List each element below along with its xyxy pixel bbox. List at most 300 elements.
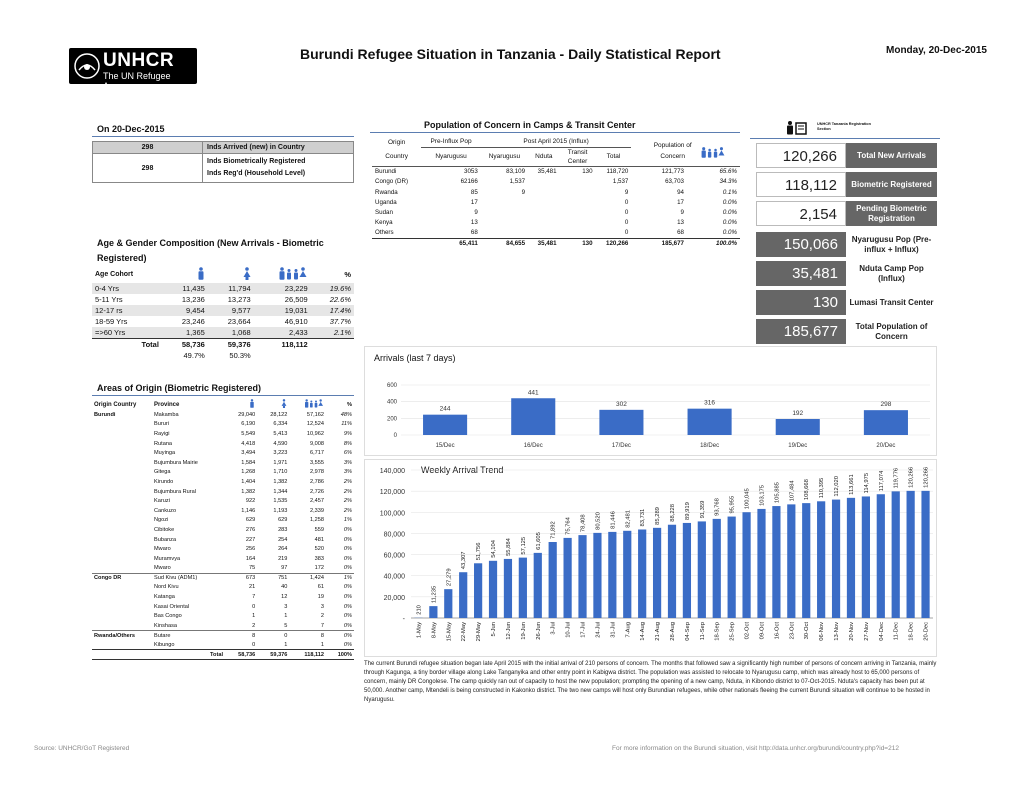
x-tick-label: 19/Dec	[788, 443, 808, 449]
nyarugusu-post-header: Nyarugusu	[488, 153, 521, 161]
areas-female: 6,334	[273, 421, 288, 428]
bar-value-label: 441	[527, 389, 539, 397]
areas-female: 264	[278, 546, 288, 553]
kpi-label: Pending Biometric Registration	[846, 201, 937, 226]
bar-value-label: 85,289	[655, 507, 662, 525]
areas-province: Makamba	[154, 411, 179, 418]
bar-value-label: 316	[704, 399, 716, 407]
areas-pct: 0%	[343, 565, 352, 572]
areas-pct: 0%	[343, 603, 352, 610]
x-tick-label: 15-May	[446, 622, 453, 642]
areas-country	[92, 621, 152, 631]
kpi-label: Total Population of Concern	[846, 319, 937, 344]
areas-male: 276	[245, 526, 256, 533]
pop-transit	[560, 207, 596, 217]
logo-sub-text: The UN Refugee Agency	[103, 71, 171, 91]
areas-female: 3,223	[273, 450, 288, 457]
bar	[504, 559, 512, 618]
areas-female: 254	[278, 536, 288, 543]
areas-total: 2,726	[310, 488, 325, 495]
x-tick-label: 14-Aug	[640, 622, 647, 641]
x-tick-label: 3-Jul	[550, 622, 557, 635]
age-female: 13,273	[227, 295, 251, 304]
x-tick-label: 23-Oct	[789, 622, 796, 640]
areas-total: 172	[314, 565, 325, 572]
age-male: 9,454	[162, 305, 208, 316]
areas-male: 1,268	[241, 469, 256, 476]
areas-row	[92, 410, 354, 420]
pop-total-row	[372, 238, 740, 248]
areas-pct: 1%	[326, 573, 354, 583]
areas-female: 283	[278, 526, 288, 533]
population-heading: Population of Concern in Camps & Transit Center	[424, 120, 636, 130]
y-tick-label: 400	[386, 399, 397, 406]
areas-female: 1,535	[273, 498, 288, 505]
areas-row	[92, 525, 354, 535]
areas-row	[92, 602, 354, 612]
age-male: 23,246	[181, 317, 205, 326]
areas-total: 2,978	[310, 469, 325, 476]
pop-nduta	[528, 177, 559, 187]
bar-value-label: 100,045	[744, 488, 751, 510]
areas-male: 4,418	[241, 440, 256, 447]
areas-pct: 2%	[343, 507, 352, 514]
areas-row	[92, 487, 354, 497]
areas-row	[92, 640, 354, 650]
pop-pct-total: 100.0%	[687, 238, 740, 248]
age-header-row	[92, 266, 354, 283]
areas-row	[92, 621, 354, 631]
bar	[599, 410, 643, 435]
kpi-card	[756, 261, 937, 286]
pop-concern: 94	[677, 188, 684, 196]
areas-female: 1,382	[273, 478, 288, 485]
bar	[623, 531, 631, 618]
areas-country	[92, 439, 152, 449]
areas-province: Nord Kivu	[154, 584, 179, 591]
bar-value-label: 119,776	[893, 467, 900, 489]
pop-total: 0	[624, 209, 629, 217]
pop-preinflux: 3053	[464, 168, 478, 176]
areas-province: Kinshasa	[154, 622, 178, 629]
areas-total: 1	[320, 641, 325, 648]
x-tick-label: 20/Dec	[876, 443, 896, 449]
male-icon	[162, 266, 208, 283]
kpi-value: 185,677	[756, 319, 846, 344]
areas-total: 8	[289, 631, 326, 641]
age-row	[92, 305, 354, 316]
pop-nyarugusu: 1,537	[509, 178, 526, 186]
age-female: 9,577	[208, 305, 254, 316]
age-share-row	[92, 350, 354, 361]
areas-total: 2	[320, 613, 325, 620]
bar-value-label: 57,125	[520, 536, 527, 555]
pop-pct: 34.3%	[719, 178, 737, 186]
areas-pct: 0%	[343, 613, 352, 620]
bar-value-label: 51,756	[476, 542, 483, 561]
kpi-card	[756, 201, 937, 226]
x-tick-label: 11-Dec	[893, 622, 900, 641]
areas-male: 629	[245, 517, 256, 524]
pop-row	[372, 207, 740, 217]
age-total: 46,910	[284, 317, 308, 326]
areas-row	[92, 544, 354, 554]
pct-header: %	[347, 401, 352, 408]
pop-country: Kenya	[375, 219, 393, 227]
pop-concern: 68	[677, 229, 684, 237]
areas-total: 57,162	[306, 411, 325, 418]
areas-female: 629	[278, 517, 288, 524]
areas-total-female: 59,376	[257, 650, 289, 660]
pop-total-total: 120,266	[596, 238, 632, 248]
pop-country: Rwanda	[375, 188, 398, 196]
areas-province: Cankuzo	[154, 507, 177, 514]
female-icon	[208, 266, 254, 283]
areas-total: 3,555	[310, 459, 325, 466]
bar	[713, 519, 721, 618]
kpi-card	[756, 172, 937, 197]
y-tick-label: 80,000	[383, 531, 405, 539]
areas-female: 1	[284, 641, 288, 648]
areas-pct: 2%	[343, 498, 352, 505]
age-male: 13,236	[181, 295, 205, 304]
y-tick-label: 200	[386, 416, 397, 423]
pop-preinflux: 13	[470, 219, 478, 227]
x-tick-label: 21-Aug	[655, 622, 662, 641]
areas-row	[92, 564, 354, 574]
areas-province: Katanga	[154, 594, 175, 601]
x-tick-label: 20-Nov	[848, 622, 855, 641]
bar-value-label: 302	[615, 400, 627, 408]
bar	[578, 535, 586, 618]
age-total-total: 118,112	[254, 339, 311, 351]
pop-total: 118,720	[606, 168, 629, 176]
areas-total: 10,962	[306, 430, 325, 437]
pop-concern: 121,773	[661, 168, 684, 176]
areas-total: 559	[314, 526, 325, 533]
x-tick-label: 22-May	[461, 622, 468, 642]
areas-country: Congo DR	[92, 573, 152, 583]
bar-value-label: 27,279	[446, 568, 453, 587]
pop-pct: 0.0%	[722, 198, 737, 206]
bar-value-label: 83,731	[640, 508, 647, 527]
areas-province: Ngozi	[154, 517, 169, 524]
areas-country	[92, 592, 152, 602]
areas-province: Bujumbura Rural	[154, 488, 196, 495]
pop-row	[372, 228, 740, 238]
areas-table	[92, 399, 354, 660]
origin-header: Origin	[387, 138, 406, 146]
summary-rule	[92, 136, 354, 137]
bar-value-label: 298	[880, 401, 892, 409]
nduta-header: Nduta	[535, 153, 553, 161]
areas-pct: 9%	[343, 430, 352, 437]
x-tick-label: 1-May	[416, 622, 423, 639]
summary-value: 298	[93, 142, 203, 154]
areas-pct: 0%	[343, 555, 352, 562]
areas-header-row	[92, 399, 354, 410]
areas-row	[92, 631, 354, 641]
age-female: 23,664	[227, 317, 251, 326]
pop-total: 1,537	[612, 178, 629, 186]
nyarugusu-pre-header: Nyarugusu	[435, 153, 467, 161]
areas-male: 2	[252, 622, 256, 629]
age-cohort: 0-4 Yrs	[92, 283, 162, 294]
areas-total: 61	[317, 584, 325, 591]
areas-country: Rwanda/Others	[92, 631, 152, 641]
age-total: 19,031	[254, 305, 311, 316]
pop-transit	[560, 228, 596, 238]
narrative-text: The current Burundi refugee situation began late April 2015 with the initial arrival of 210 persons of concern. The months that followed saw a significantly high number of persons of concern arriving in Tanzania, mainly through Kagunga, a tiny border village along Lake Tanganyika and other entry point in Kabigwa district. The population was assisted to relocate to Nyarugusu camp, which was already host to 65,000 persons of concern, mainly DR Congolese. The camp quickly ran out of capacity to host the new population; prompting the opening of a new camp, Nduta, in Kibondo district to 07-Oct-2015. Nduta's capacity has been put at 50,000. Another camp, Mtendeli is being constructed in Kakonko district. The two new camps will host only Burundian refugees, while other nationals fleeing the current Burundi situation will continue to be hosted in Nyarugusu.	[364, 661, 937, 703]
x-tick-label: 10-Jul	[565, 622, 572, 638]
areas-total-total: 118,112	[289, 650, 326, 660]
areas-row	[92, 468, 354, 478]
areas-row	[92, 496, 354, 506]
pop-transit	[560, 187, 596, 197]
areas-pct: 11%	[341, 421, 352, 428]
pop-nduta	[528, 218, 559, 228]
areas-total: 7	[320, 622, 325, 629]
x-tick-label: 25-Sep	[729, 622, 736, 641]
areas-female: 1,710	[273, 469, 288, 476]
population-table	[372, 137, 740, 249]
bar	[683, 523, 691, 618]
bar-value-label: 43,307	[461, 551, 468, 570]
pop-nduta	[528, 197, 559, 207]
areas-male: 256	[245, 546, 256, 553]
summary-label: Inds Biometrically Registered Inds Reg'd (Household Level)	[203, 154, 354, 183]
bar-value-label: 75,764	[565, 517, 572, 535]
areas-pct: 0%	[343, 641, 352, 648]
summary-value: 298	[93, 154, 203, 183]
areas-row	[92, 477, 354, 487]
bar-value-label: 114,975	[863, 472, 870, 494]
areas-female: 1,193	[273, 507, 288, 514]
pop-header-row-1	[372, 137, 740, 147]
x-tick-label: 18-Dec	[908, 622, 915, 641]
bar-value-label: 113,661	[848, 474, 855, 495]
areas-province: Mwaro	[154, 546, 171, 553]
age-gender-heading: Age & Gender Composition (New Arrivals - Biometric Registered)	[97, 238, 324, 263]
x-tick-label: 18/Dec	[700, 443, 720, 449]
areas-male: 5,549	[241, 430, 256, 437]
areas-country	[92, 458, 152, 468]
areas-male: 922	[245, 498, 256, 505]
x-tick-label: 11-Sep	[699, 622, 706, 641]
areas-pct: 0%	[326, 631, 354, 641]
bar	[459, 572, 467, 618]
areas-country	[92, 448, 152, 458]
bar-value-label: 80,520	[595, 512, 602, 530]
pop-pct: 65.6%	[719, 168, 737, 176]
kpi-value: 35,481	[756, 261, 846, 286]
age-pct: 17.4%	[311, 305, 354, 316]
areas-country: Burundi	[94, 411, 116, 418]
x-tick-label: 12-Jun	[505, 622, 512, 640]
areas-country	[92, 487, 152, 497]
pop-total: 0	[624, 219, 629, 227]
areas-pct: 0%	[343, 584, 352, 591]
age-pct: 19.6%	[311, 283, 354, 294]
areas-row	[92, 506, 354, 516]
areas-male: 8	[225, 631, 257, 641]
x-tick-label: 26-Jun	[535, 622, 542, 640]
areas-pct: 0%	[343, 594, 352, 601]
areas-country	[92, 564, 152, 574]
y-tick-label: 100,000	[379, 510, 405, 518]
areas-heading: Areas of Origin (Biometric Registered)	[97, 383, 262, 393]
bar-value-label: 95,955	[729, 495, 736, 514]
kpi-label: Total New Arrivals	[846, 143, 937, 168]
bar	[921, 491, 929, 618]
bar-value-label: 107,484	[789, 480, 796, 502]
areas-country	[92, 640, 152, 650]
areas-province: Sud Kivu (ADM1)	[152, 573, 225, 583]
weekly-trend-chart	[364, 459, 937, 657]
age-row	[92, 283, 354, 294]
pop-country: Others	[375, 229, 394, 237]
areas-male: 164	[245, 555, 256, 562]
pop-country: Congo (DR)	[375, 178, 409, 186]
areas-province: Butare	[152, 631, 225, 641]
origin-country-header: Origin Country	[94, 401, 137, 408]
pop-concern-total: 185,677	[631, 238, 687, 248]
bar	[877, 494, 885, 618]
areas-pct: 1%	[343, 517, 352, 524]
pop-concern: 63,703	[665, 178, 684, 186]
areas-female: 751	[257, 573, 289, 583]
age-pct: 2.1%	[311, 327, 354, 339]
age-pct: 22.6%	[329, 295, 351, 304]
areas-pct: 2%	[343, 478, 352, 485]
areas-female: 1,971	[273, 459, 288, 466]
pop-nduta	[528, 228, 559, 238]
areas-male: 1,584	[241, 459, 256, 466]
bar	[423, 415, 467, 435]
x-tick-label: 06-Nov	[819, 622, 826, 641]
y-tick-label: 120,000	[379, 489, 405, 497]
bar-value-label: 89,919	[684, 502, 691, 520]
x-tick-label: 24-Jul	[595, 622, 602, 638]
kpi-card	[756, 232, 937, 257]
areas-male: 6,190	[241, 421, 256, 428]
areas-row	[92, 535, 354, 545]
pop-preinflux: 68	[470, 229, 478, 237]
areas-country	[92, 602, 152, 612]
pop-row	[372, 197, 740, 207]
bar	[728, 517, 736, 618]
areas-male: 29,040	[238, 411, 256, 418]
areas-female: 1	[284, 613, 288, 620]
areas-rule	[92, 395, 354, 396]
x-tick-label: 09-Oct	[759, 622, 766, 640]
areas-female: 3	[284, 603, 288, 610]
x-tick-label: 27-Nov	[863, 622, 870, 641]
pop-transit	[560, 218, 596, 228]
age-cohort: 5-11 Yrs	[95, 295, 123, 304]
areas-pct: 0%	[343, 622, 352, 629]
y-tick-label: 60,000	[383, 552, 405, 560]
areas-row	[92, 554, 354, 564]
areas-pct: 0%	[343, 546, 352, 553]
areas-country	[92, 496, 152, 506]
bar	[638, 529, 646, 618]
x-tick-label: 17-Jul	[580, 622, 587, 638]
pop-nduta	[528, 187, 559, 197]
areas-province: Cibitoke	[154, 526, 175, 533]
areas-total: 6,717	[310, 450, 325, 457]
pop-transit-total: 130	[560, 238, 596, 248]
age-male: 11,435	[162, 283, 208, 294]
weekly-chart-svg	[365, 460, 938, 658]
bar-value-label: 120,266	[908, 466, 915, 488]
areas-country	[92, 544, 152, 554]
pop-row	[372, 177, 740, 187]
y-tick-label: -	[402, 616, 405, 623]
bar-value-label: 54,104	[491, 540, 498, 558]
pop-preinflux: 62166	[460, 178, 478, 186]
bar	[832, 500, 840, 618]
areas-pct: 0%	[343, 526, 352, 533]
bar	[742, 512, 750, 618]
x-tick-label: 30-Oct	[804, 622, 811, 640]
bar	[776, 419, 820, 435]
kpi-card	[756, 319, 937, 344]
more-info-link[interactable]: For more information on the Burundi situation, visit http://data.unhcr.org/burundi/country.php?id=212	[612, 745, 899, 752]
areas-male: 1,146	[241, 507, 256, 514]
areas-row	[92, 458, 354, 468]
bar	[668, 525, 676, 618]
post-influx-header: Post April 2015 (Influx)	[481, 137, 632, 147]
kpi-label: Biometric Registered	[846, 172, 937, 197]
bar	[698, 521, 706, 618]
age-total-male: 58,736	[162, 339, 208, 351]
areas-female: 97	[281, 565, 288, 572]
pop-country: Burundi	[375, 168, 397, 176]
areas-province: Kibungo	[154, 641, 175, 648]
areas-province: Kirundo	[154, 478, 174, 485]
areas-province: Bas Congo	[154, 613, 182, 620]
areas-female: 28,122	[270, 411, 288, 418]
pop-total: 0	[624, 229, 629, 237]
kpi-value: 130	[756, 290, 846, 315]
total-header: Total	[606, 153, 621, 161]
pop-preinflux-total: 65,411	[421, 238, 481, 248]
areas-row	[92, 439, 354, 449]
areas-country	[92, 554, 152, 564]
areas-row	[92, 573, 354, 583]
x-tick-label: 18-Sep	[714, 622, 721, 641]
areas-male: 3,494	[241, 450, 256, 457]
pop-pct: 0.1%	[722, 188, 737, 196]
areas-male: 1,404	[241, 478, 256, 485]
areas-total-male: 58,736	[225, 650, 257, 660]
pop-transit	[560, 197, 596, 207]
bar-value-label: 108,668	[804, 479, 811, 501]
areas-row	[92, 592, 354, 602]
pop-row	[372, 187, 740, 197]
areas-province: Gitega	[154, 469, 171, 476]
areas-female: 219	[278, 555, 288, 562]
areas-total: 19	[317, 594, 325, 601]
pop-nyarugusu-total: 84,655	[481, 238, 528, 248]
x-tick-label: 02-Oct	[744, 622, 751, 640]
pop-pct: 0.0%	[722, 229, 737, 237]
bar	[653, 528, 661, 618]
family-icon	[254, 266, 311, 283]
bar-value-label: 61,605	[535, 532, 542, 550]
areas-province: Muyinga	[154, 450, 176, 457]
